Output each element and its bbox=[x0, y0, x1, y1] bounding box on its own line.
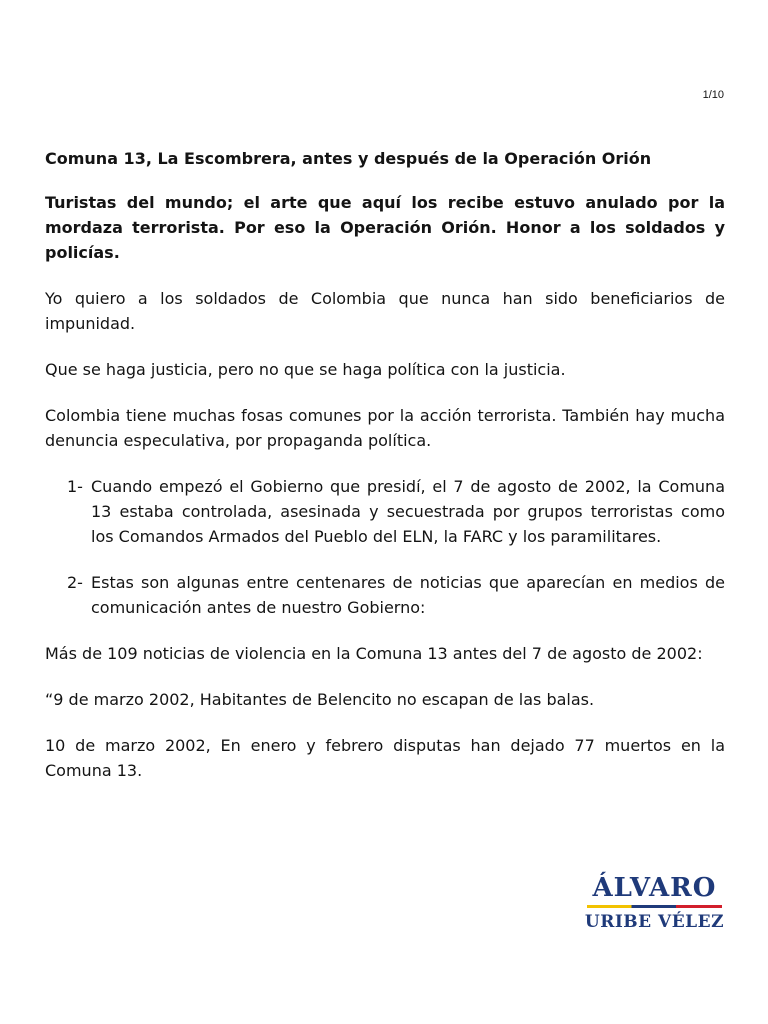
logo-surname: URIBE VÉLEZ bbox=[584, 912, 724, 932]
list-item bbox=[45, 570, 725, 620]
document-title: Comuna 13, La Escombrera, antes y después de la Operación Orión bbox=[45, 149, 652, 168]
paragraph-justice: Que se haga justicia, pero no que se haga política con la justicia. bbox=[45, 360, 566, 379]
list-item-number: 2- bbox=[67, 573, 83, 592]
page-number: 1/10 bbox=[702, 89, 724, 101]
document-body bbox=[45, 140, 725, 804]
paragraph-mass-graves: Colombia tiene muchas fosas comunes por la acción terrorista. También hay mucha denuncia especulativa, por propaganda política. bbox=[45, 406, 725, 450]
paragraph-news-count: Más de 109 noticias de violencia en la Comuna 13 antes del 7 de agosto de 2002: bbox=[45, 644, 703, 663]
paragraph-soldiers: Yo quiero a los soldados de Colombia que nunca han sido beneficiarios de impunidad. bbox=[45, 289, 725, 333]
logo-tricolor-bar bbox=[587, 905, 722, 908]
lead-statement: Turistas del mundo; el arte que aquí los recibe estuvo anulado por la mordaza terrorista. Por eso la Operación Orión. Honor a los soldados y policías. bbox=[45, 193, 725, 262]
numbered-list bbox=[45, 474, 725, 620]
list-item-text: Estas son algunas entre centenares de noticias que aparecían en medios de comunicación antes de nuestro Gobierno: bbox=[91, 573, 725, 617]
logo-first-name: ÁLVARO bbox=[592, 873, 717, 903]
list-item-text: Cuando empezó el Gobierno que presidí, el 7 de agosto de 2002, la Comuna 13 estaba controlada, asesinada y secuestrada por grupos terroristas como los Comandos Armados del Pueblo del ELN, la FARC y los paramilitares. bbox=[91, 477, 725, 546]
signature-logo bbox=[585, 874, 724, 932]
list-item-number: 1- bbox=[67, 477, 83, 496]
paragraph-news-march-10: 10 de marzo 2002, En enero y febrero disputas han dejado 77 muertos en la Comuna 13. bbox=[45, 736, 725, 780]
paragraph-news-march-9: “9 de marzo 2002, Habitantes de Belencito no escapan de las balas. bbox=[45, 690, 595, 709]
list-item bbox=[45, 474, 725, 549]
